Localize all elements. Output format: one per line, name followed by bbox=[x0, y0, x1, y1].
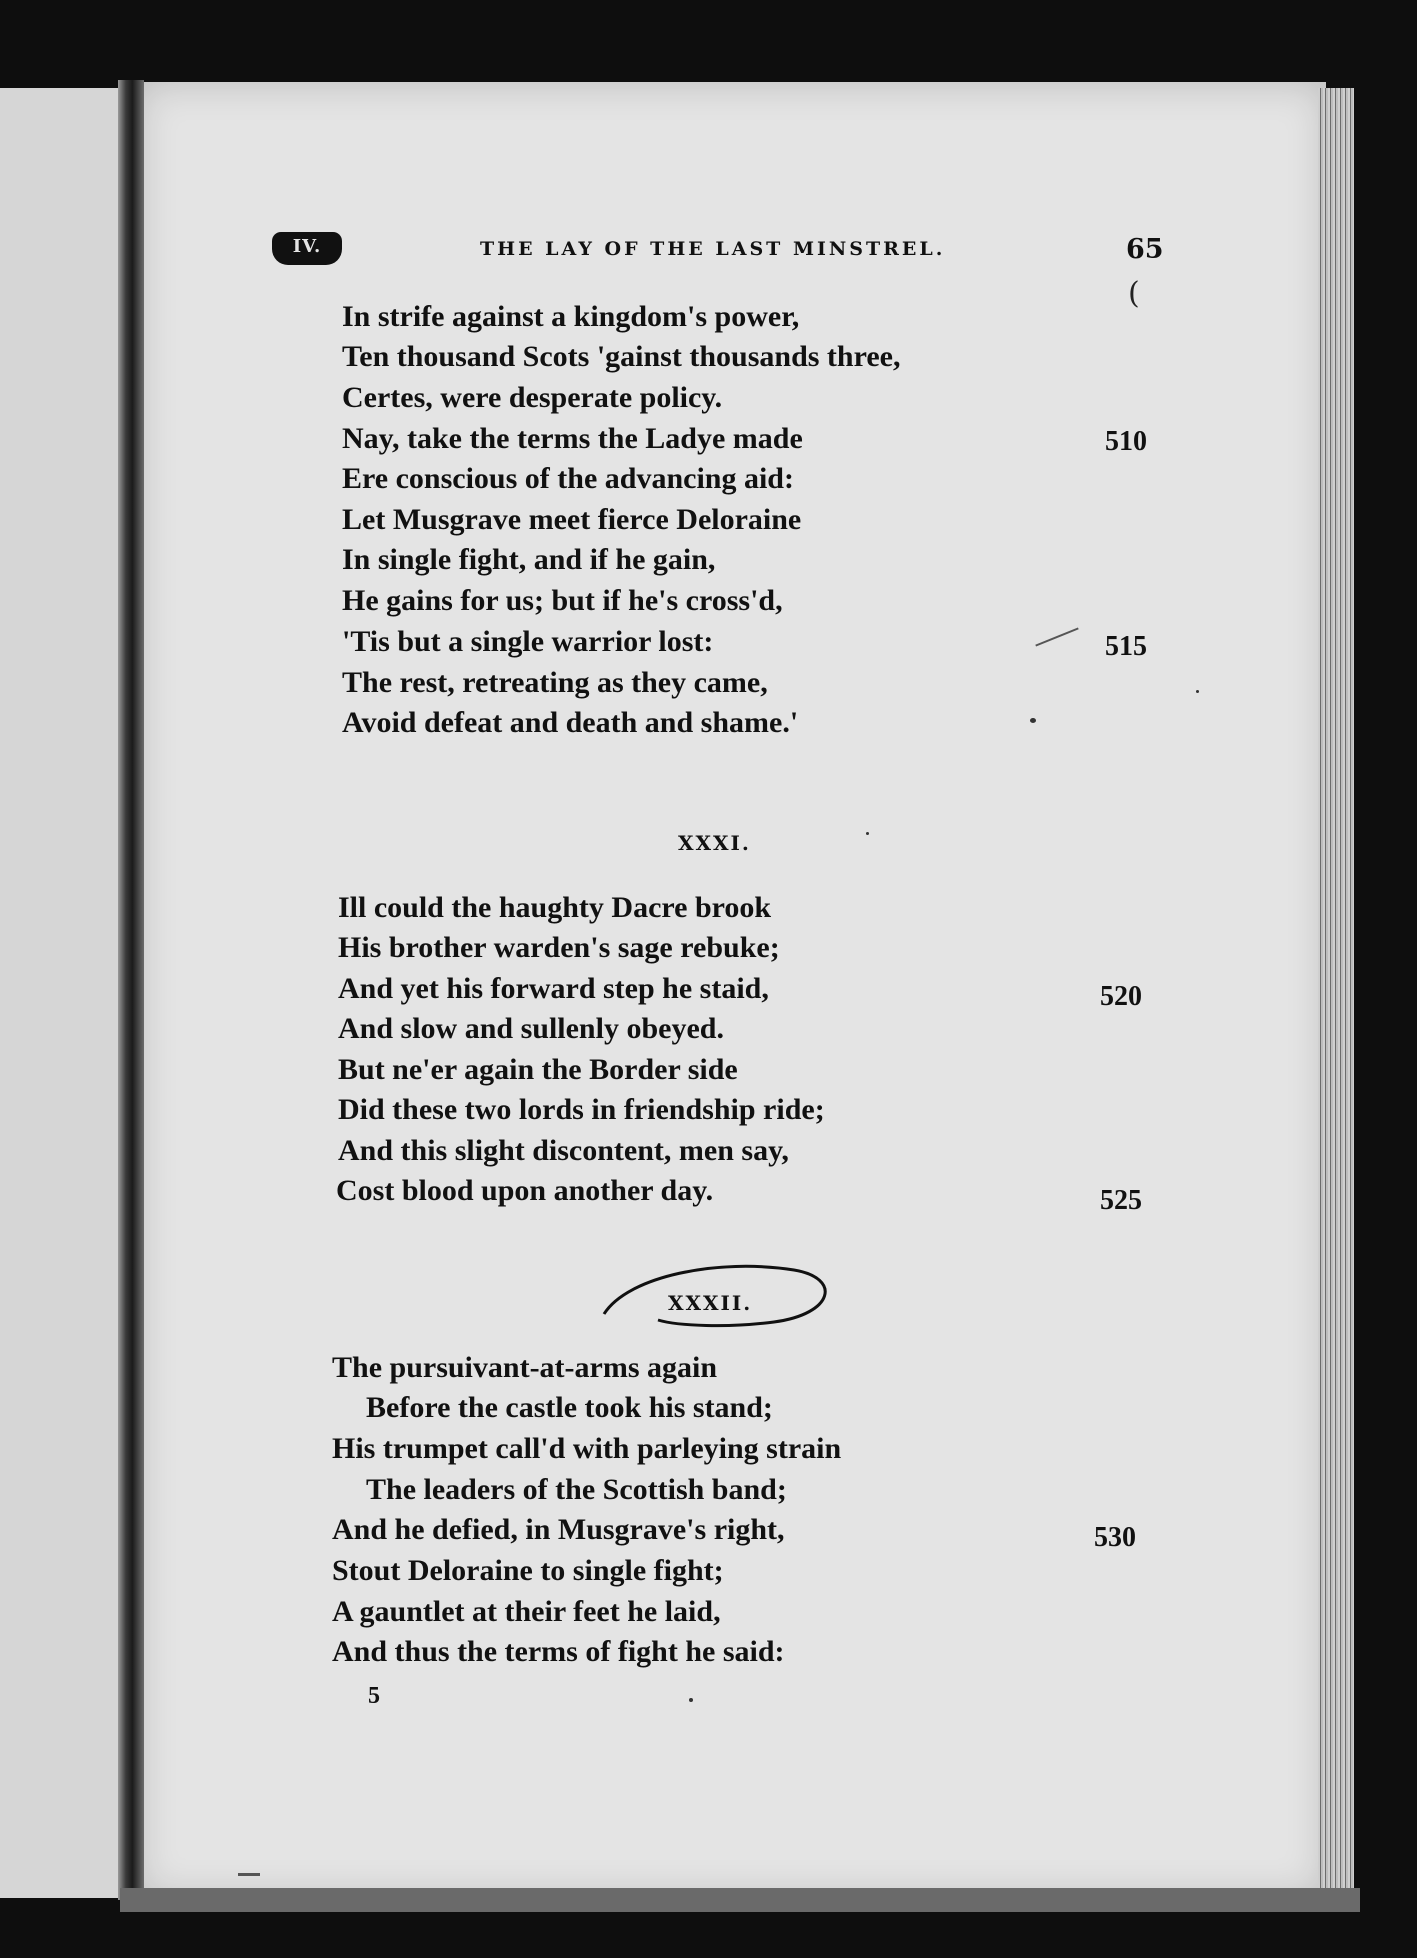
signature-mark: 5 bbox=[368, 1683, 380, 1709]
verse-line: He gains for us; but if he's cross'd, bbox=[342, 584, 783, 617]
verse-line: Before the castle took his stand; bbox=[366, 1391, 773, 1424]
canto-badge-label: IV. bbox=[292, 236, 322, 257]
speck bbox=[1196, 690, 1199, 693]
speck bbox=[689, 1698, 693, 1702]
verse-line: Avoid defeat and death and shame.' bbox=[342, 706, 799, 739]
page-number: 65 bbox=[1126, 234, 1164, 265]
verse-line: The rest, retreating as they came, bbox=[342, 666, 768, 699]
verse-line: And slow and sullenly obeyed. bbox=[338, 1012, 724, 1045]
line-number: 520 bbox=[1100, 981, 1142, 1012]
line-number: 530 bbox=[1094, 1522, 1136, 1553]
verse-line: Ill could the haughty Dacre brook bbox=[338, 891, 772, 924]
stanza-heading: XXXII. bbox=[668, 1291, 753, 1315]
verse-line: Let Musgrave meet fierce Deloraine bbox=[342, 503, 802, 536]
verse-line: In strife against a kingdom's power, bbox=[342, 300, 800, 333]
verse-line: The leaders of the Scottish band; bbox=[366, 1473, 787, 1506]
verse-line: The pursuivant-at-arms again bbox=[332, 1351, 718, 1384]
verse-line: And thus the terms of fight he said: bbox=[332, 1635, 785, 1668]
verse-line: And this slight discontent, men say, bbox=[338, 1134, 789, 1167]
verse-line: Cost blood upon another day. bbox=[336, 1174, 714, 1207]
verse-line: 'Tis but a single warrior lost: bbox=[342, 625, 714, 658]
verse-line: Certes, were desperate policy. bbox=[342, 381, 723, 414]
verse-line: But ne'er again the Border side bbox=[338, 1053, 738, 1086]
verse-line: Nay, take the terms the Ladye made bbox=[342, 422, 803, 455]
verse-line: Ten thousand Scots 'gainst thousands three, bbox=[342, 340, 901, 373]
running-title: THE LAY OF THE LAST MINSTREL. bbox=[480, 238, 946, 260]
speck bbox=[866, 832, 869, 835]
stray-mark bbox=[238, 1873, 260, 1876]
verse-line: Ere conscious of the advancing aid: bbox=[342, 462, 794, 495]
pencil-mark: ( bbox=[1128, 276, 1140, 311]
canto-badge bbox=[272, 232, 342, 265]
verse-line: His trumpet call'd with parleying strain bbox=[332, 1432, 842, 1465]
stanza-heading: XXXI. bbox=[678, 831, 751, 855]
speck bbox=[1030, 718, 1036, 723]
verse-line: Did these two lords in friendship ride; bbox=[338, 1093, 825, 1126]
page-stack-edge bbox=[1318, 88, 1354, 1908]
book-spine bbox=[118, 80, 144, 1900]
verse-line: A gauntlet at their feet he laid, bbox=[332, 1595, 721, 1628]
line-number: 515 bbox=[1105, 631, 1147, 662]
verse-line: In single fight, and if he gain, bbox=[342, 543, 716, 576]
verse-line: And yet his forward step he staid, bbox=[338, 972, 769, 1005]
line-number: 510 bbox=[1105, 426, 1147, 457]
verse-line: His brother warden's sage rebuke; bbox=[338, 931, 780, 964]
page-bottom-shadow bbox=[120, 1888, 1360, 1912]
verse-line: Stout Deloraine to single fight; bbox=[332, 1554, 724, 1587]
verse-line: And he defied, in Musgrave's right, bbox=[332, 1513, 785, 1546]
facing-page-edge bbox=[0, 88, 135, 1898]
line-number: 525 bbox=[1100, 1185, 1142, 1216]
